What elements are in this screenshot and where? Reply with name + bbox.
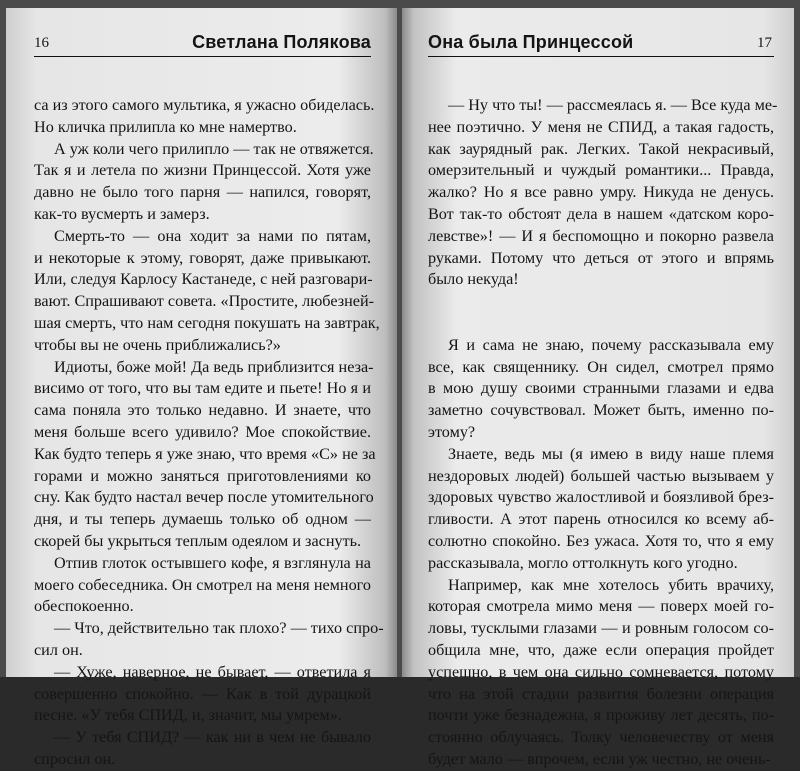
text-line: здоровых чувство жалостливой и боязливой брез-	[428, 488, 774, 507]
left-page-header	[34, 8, 371, 57]
text-line: сама поняла это только недавно. И знаете, что	[34, 401, 371, 420]
text-line: которая смотрела мимо меня — поверх моей го-	[428, 597, 774, 616]
text-line: почти уже безнадежна, я проживу лет десять, по-	[428, 706, 774, 725]
text-line: — Ну что ты! — рассмеялась я. — Все куда ме-	[448, 96, 778, 114]
paragraph	[428, 335, 774, 444]
text-line: нездоровых людей) большей частью вызываем у	[428, 466, 774, 485]
text-line: давно не было того парня — напился, говорят,	[34, 183, 371, 202]
text-line: Так я и летела по жизни Принцессой. Хотя уже	[34, 161, 371, 180]
text-line: Знаете, ведь мы (я имею в виду наше племя	[448, 444, 774, 463]
left-running-head: Светлана Полякова	[192, 32, 371, 52]
text-line: Идиоты, боже мой! Да ведь приблизится неза-	[54, 357, 374, 376]
text-line: — Хуже, наверное, не бывает, — ответила я	[54, 662, 371, 681]
text-line: общила мне, что, даже если операция пройдет	[428, 640, 774, 659]
text-line: Смерть-то — она ходит за нами по пятам,	[54, 226, 371, 245]
text-line: моего собеседника. Он смотрел на меня немного	[34, 575, 371, 594]
text-line: будет мало — впрочем, если уж честно, не очень-	[428, 749, 771, 768]
text-line: стоянно облучаясь. Толку человечеству от меня	[428, 728, 774, 747]
text-line: и некоторые к этому, говорят, даже привыкают.	[34, 248, 371, 267]
text-line: Отпив глоток остывшего кофе, я взглянула на	[54, 553, 371, 572]
paragraph	[34, 139, 374, 226]
paragraph	[428, 575, 774, 771]
text-line: обеспокоенно.	[34, 597, 134, 616]
text-line: чтобы вы не очень приближались?»	[34, 335, 281, 354]
text-line: заметно сочувствовал. Может быть, именно по-	[428, 401, 774, 420]
text-line: Например, как мне хотелось убить врачиху,	[448, 575, 774, 594]
text-line: все, как священнику. Он сидел, смотрел прямо	[428, 357, 774, 376]
text-line: меня больше всего удивило? Мое спокойствие.	[34, 422, 371, 441]
text-line: как заурядный рак. Легких. Такой некрасивый,	[428, 139, 774, 158]
text-line: Вот так-то обстоят дела в нашем «датском коро-	[428, 204, 774, 223]
text-line: — У тебя СПИД? — как ни в чем не бывало	[54, 728, 371, 747]
right-page-number: 17	[757, 35, 772, 51]
text-line: жалко? Но я все равно умру. Никуда не денусь.	[428, 183, 774, 202]
text-line: ловы, тусклыми глазами — и ровным голосом со-	[428, 619, 774, 638]
text-line: А уж коли чего прилипло — так не отвяжется.	[54, 139, 374, 158]
text-line: совершенно спокойно. — Как в той дурацкой	[34, 684, 371, 703]
text-line: гливости. А этот парень относился ко всему аб-	[428, 510, 774, 529]
paragraph	[34, 662, 371, 727]
text-line: рассказывала, могло оттолкнуть кого угодно.	[428, 553, 738, 572]
left-page	[6, 8, 397, 768]
paragraph	[34, 618, 384, 662]
blank-line	[428, 313, 774, 335]
left-page-text	[34, 57, 384, 771]
text-line: солютно спокойно. Без ужаса. Хотя то, что я ему	[428, 531, 774, 550]
text-line: Как будто теперь я уже знаю, что время «С» не за	[34, 444, 376, 463]
paragraph	[34, 226, 380, 357]
text-line: — Что, действительно так плохо? — тихо спро-	[54, 619, 384, 638]
text-line: сну. Как будто настал вечер после утомительного	[34, 488, 374, 507]
right-page-text	[428, 57, 778, 771]
text-line: как-то вусмерть и замерз.	[34, 204, 210, 223]
text-line: сил он.	[34, 640, 83, 659]
right-page-header	[428, 8, 774, 57]
text-line: песне. «У тебя СПИД, и, значит, мы умрем».	[34, 706, 342, 725]
text-line: горами и можно заняться приготовлениями ко	[34, 466, 371, 485]
blank-line	[428, 291, 774, 313]
paragraph	[428, 95, 778, 291]
text-line: спросил он.	[34, 749, 116, 768]
paragraph	[34, 727, 371, 771]
text-line: скорей бы укрыться теплым одеялом и заснуть.	[34, 531, 362, 550]
text-line: успешно, в чем она сильно сомневается, потому	[428, 662, 774, 681]
text-line: дня, и ты теперь думаешь только об одном —	[34, 510, 371, 529]
left-page-number: 16	[34, 35, 49, 51]
text-line: са из этого самого мультика, я ужасно обиделась.	[34, 96, 375, 114]
text-line: этому?	[428, 422, 476, 441]
paragraph	[428, 444, 774, 575]
paragraph	[34, 357, 376, 553]
text-line: вают. Спрашивают совета. «Простите, любезней-	[34, 292, 375, 311]
text-line: в мою душу своими странными глазами и едва	[428, 379, 774, 398]
text-line: что на этой стадии развития болезни операция	[428, 684, 774, 703]
right-running-head: Она была Принцессой	[428, 32, 634, 52]
text-line: висимо от того, что вы там едите и пьете! Но я и	[34, 379, 371, 398]
paragraph	[34, 95, 375, 139]
text-line: левстве»! — И я беспомощно и покорно развела	[428, 226, 774, 245]
text-line: Но кличка прилипла ко мне намертво.	[34, 117, 297, 136]
text-line: Я и сама не знаю, почему рассказывала ему	[448, 335, 774, 354]
text-line: шая смерть, что нам сегодня покушать на завтрак,	[34, 313, 380, 332]
text-line: нее поэтично. У меня не СПИД, а такая гадость,	[428, 117, 774, 136]
right-page	[402, 8, 794, 768]
text-line: Или, следуя Карлосу Кастанеде, с ней разговари-	[34, 270, 373, 289]
text-line: было некуда!	[428, 270, 519, 289]
text-line: омерзительный и чуждый романтики... Правда,	[428, 161, 774, 180]
text-line: руками. Потому что деться от этого и впрямь	[428, 248, 774, 267]
paragraph	[34, 553, 371, 618]
